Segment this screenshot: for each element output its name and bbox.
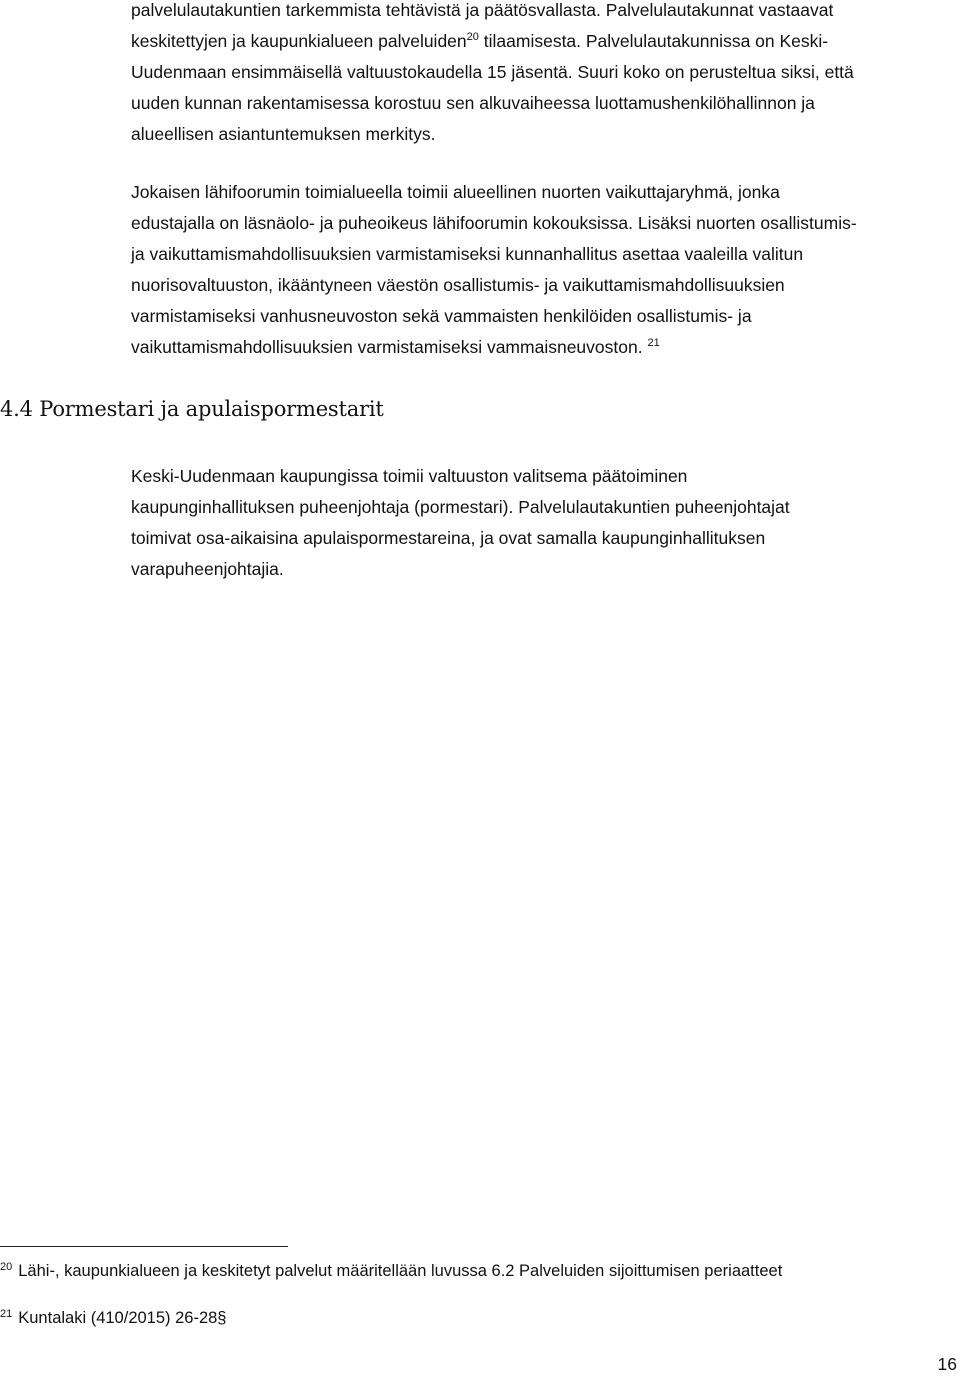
footnote-marker: 20	[0, 1261, 13, 1273]
text-line: Keski-Uudenmaan kaupungissa toimii valtuuston valitsema päätoiminen	[131, 466, 688, 486]
text-line	[131, 332, 931, 363]
text-line: ja vaikuttamismahdollisuuksien varmistamiseksi kunnanhallitus asettaa vaaleilla valitun	[131, 244, 804, 264]
paragraph-youth-councils	[131, 177, 931, 363]
page-number: 16	[937, 1354, 957, 1374]
text-line: Jokaisen lähifoorumin toimialueella toimii alueellinen nuorten vaikuttajaryhmä, jonka	[131, 182, 780, 202]
paragraph-mayor	[131, 461, 931, 585]
section-heading: 4.4 Pormestari ja apulaispormestarit	[0, 397, 384, 421]
footnote-reference[interactable]: 21	[647, 337, 660, 349]
footnote-20	[0, 1259, 782, 1283]
footnote-reference[interactable]: 20	[466, 31, 479, 43]
text-line: varmistamiseksi vanhusneuvoston sekä vammaisten henkilöiden osallistumis- ja	[131, 306, 752, 326]
text-segment: keskitettyjen ja kaupunkialueen palveluiden	[131, 31, 467, 51]
text-line: toimivat osa-aikaisina apulaispormestareina, ja ovat samalla kaupunginhallituksen	[131, 528, 766, 548]
footnote-separator	[0, 1246, 288, 1247]
text-line	[131, 26, 931, 57]
text-line: edustajalla on läsnäolo- ja puheoikeus lähifoorumin kokouksissa. Lisäksi nuorten osallistumis-	[131, 213, 857, 233]
text-line: alueellisen asiantuntemuksen merkitys.	[131, 124, 436, 144]
text-line: uuden kunnan rakentamisessa korostuu sen alkuvaiheessa luottamushenkilöhallinnon ja	[131, 93, 815, 113]
footnote-marker: 21	[0, 1308, 13, 1320]
text-line: varapuheenjohtajia.	[131, 559, 284, 579]
text-line: palvelulautakuntien tarkemmista tehtävistä ja päätösvallasta. Palvelulautakunnat vastaavat	[131, 0, 834, 20]
text-line: Uudenmaan ensimmäisellä valtuustokaudella 15 jäsentä. Suuri koko on perusteltua siksi, että	[131, 62, 854, 82]
text-line: kaupunginhallituksen puheenjohtaja (pormestari). Palvelulautakuntien puheenjohtajat	[131, 497, 790, 517]
text-segment: vaikuttamismahdollisuuksien varmistamiseksi vammaisneuvoston.	[131, 337, 643, 357]
paragraph-service-committees	[131, 0, 931, 150]
footnote-text: Kuntalaki (410/2015) 26-28§	[18, 1309, 227, 1327]
footnote-text: Lähi-, kaupunkialueen ja keskitetyt palvelut määritellään luvussa 6.2 Palveluiden sijoittumisen periaatteet	[18, 1262, 783, 1280]
footnote-21	[0, 1306, 226, 1330]
text-line: nuorisovaltuuston, ikääntyneen väestön osallistumis- ja vaikuttamismahdollisuuksien	[131, 275, 785, 295]
text-segment: tilaamisesta. Palvelulautakunnissa on Keski-	[478, 31, 829, 51]
